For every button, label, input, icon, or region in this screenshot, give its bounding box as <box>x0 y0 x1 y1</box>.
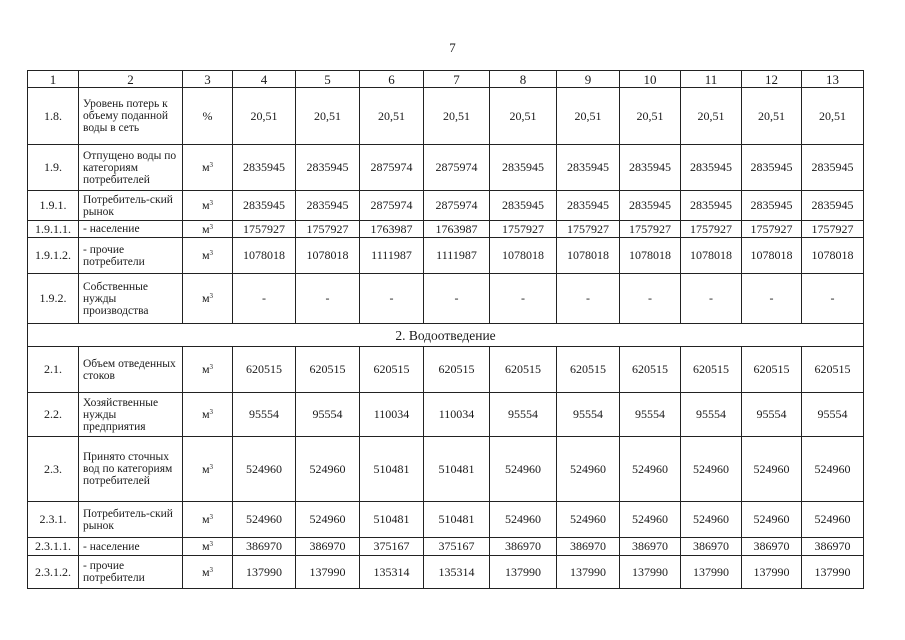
row-name: Хозяйственные нужды предприятия <box>79 393 183 437</box>
value-cell: 386970 <box>802 538 864 556</box>
value-cell: 1078018 <box>620 238 681 274</box>
unit-text: м <box>201 407 210 421</box>
table-row <box>28 238 864 274</box>
header-cell: 11 <box>681 71 742 88</box>
value-cell: - <box>802 274 864 324</box>
value-cell: 2875974 <box>424 191 490 221</box>
value-cell: 20,51 <box>490 88 557 145</box>
value-cell: 95554 <box>557 393 620 437</box>
row-code: 2.1. <box>28 347 79 393</box>
value-cell: 510481 <box>424 437 490 502</box>
header-cell: 13 <box>802 71 864 88</box>
value-cell: 2835945 <box>296 145 360 191</box>
value-cell: 524960 <box>681 437 742 502</box>
value-cell: - <box>233 274 296 324</box>
value-cell: 95554 <box>490 393 557 437</box>
row-name: Уровень потерь к объему поданной воды в сеть <box>79 88 183 145</box>
value-cell: - <box>424 274 490 324</box>
value-cell: 386970 <box>681 538 742 556</box>
value-cell: 2835945 <box>557 191 620 221</box>
value-cell: 95554 <box>296 393 360 437</box>
row-name: - прочие потребители <box>79 556 183 589</box>
table-row <box>28 556 864 589</box>
header-cell: 12 <box>742 71 802 88</box>
value-cell: - <box>681 274 742 324</box>
value-cell: 110034 <box>360 393 424 437</box>
unit-superscript: 3 <box>209 161 214 169</box>
unit-superscript: 3 <box>209 462 214 471</box>
header-cell: 2 <box>79 71 183 88</box>
value-cell: 137990 <box>296 556 360 589</box>
table-row <box>28 502 864 538</box>
unit-text: м <box>201 160 210 174</box>
row-code: 2.2. <box>28 393 79 437</box>
unit-text: м <box>201 461 210 476</box>
value-cell: 20,51 <box>742 88 802 145</box>
value-cell: 2835945 <box>233 191 296 221</box>
value-cell: 2875974 <box>360 145 424 191</box>
value-cell: 2835945 <box>490 191 557 221</box>
row-code: 1.9. <box>28 145 79 191</box>
unit-text: м <box>201 221 210 236</box>
value-cell: 137990 <box>742 556 802 589</box>
table-body <box>28 71 864 589</box>
value-cell: 524960 <box>742 502 802 538</box>
value-cell: 620515 <box>681 347 742 393</box>
header-cell: 1 <box>28 71 79 88</box>
value-cell: 95554 <box>742 393 802 437</box>
row-unit <box>183 274 233 324</box>
unit-superscript: 3 <box>209 565 214 574</box>
value-cell: 1078018 <box>490 238 557 274</box>
unit-superscript: 3 <box>209 408 214 416</box>
value-cell: 1757927 <box>681 221 742 238</box>
header-cell: 10 <box>620 71 681 88</box>
table-row <box>28 437 864 502</box>
table-row <box>28 145 864 191</box>
value-cell: 524960 <box>802 502 864 538</box>
row-name: Потребитель-ский рынок <box>79 191 183 221</box>
value-cell: 137990 <box>490 556 557 589</box>
value-cell: 2835945 <box>681 191 742 221</box>
row-unit <box>183 538 233 556</box>
value-cell: 20,51 <box>424 88 490 145</box>
value-cell: 524960 <box>620 437 681 502</box>
row-unit <box>183 502 233 538</box>
unit-text: м <box>201 362 210 376</box>
value-cell: 137990 <box>557 556 620 589</box>
value-cell: 1078018 <box>802 238 864 274</box>
value-cell: 510481 <box>360 502 424 538</box>
value-cell: 386970 <box>557 538 620 556</box>
value-cell: 2875974 <box>360 191 424 221</box>
value-cell: 524960 <box>296 437 360 502</box>
page-number: 7 <box>449 40 456 55</box>
row-name: - население <box>79 221 183 238</box>
unit-text: м <box>201 248 210 262</box>
row-code: 1.9.1. <box>28 191 79 221</box>
value-cell: 1078018 <box>742 238 802 274</box>
row-unit <box>183 347 233 393</box>
value-cell: 1111987 <box>360 238 424 274</box>
value-cell: 137990 <box>802 556 864 589</box>
value-cell: 1763987 <box>424 221 490 238</box>
value-cell: 524960 <box>681 502 742 538</box>
table-row <box>28 191 864 221</box>
value-cell: 2835945 <box>802 191 864 221</box>
value-cell: 1757927 <box>233 221 296 238</box>
value-cell: 137990 <box>233 556 296 589</box>
value-cell: 375167 <box>360 538 424 556</box>
value-cell: 620515 <box>424 347 490 393</box>
section-title: 2. Водоотведение <box>28 324 864 347</box>
value-cell: 135314 <box>360 556 424 589</box>
value-cell: - <box>296 274 360 324</box>
value-cell: 2835945 <box>557 145 620 191</box>
table-row <box>28 538 864 556</box>
value-cell: 2835945 <box>620 191 681 221</box>
unit-superscript: 3 <box>209 199 214 207</box>
row-name: Объем отведенных стоков <box>79 347 183 393</box>
value-cell: 386970 <box>742 538 802 556</box>
value-cell: - <box>557 274 620 324</box>
row-unit <box>183 238 233 274</box>
header-cell: 3 <box>183 71 233 88</box>
unit-superscript: 3 <box>209 513 214 521</box>
row-name: Потребитель-ский рынок <box>79 502 183 538</box>
value-cell: 2875974 <box>424 145 490 191</box>
unit-superscript: 3 <box>209 292 214 300</box>
header-cell: 6 <box>360 71 424 88</box>
header-cell: 4 <box>233 71 296 88</box>
value-cell: 2835945 <box>742 145 802 191</box>
value-cell: 1757927 <box>742 221 802 238</box>
value-cell: - <box>490 274 557 324</box>
row-unit <box>183 145 233 191</box>
value-cell: - <box>360 274 424 324</box>
header-cell: 9 <box>557 71 620 88</box>
value-cell: 524960 <box>296 502 360 538</box>
unit-text: % <box>202 108 213 123</box>
unit-superscript: 3 <box>209 249 214 257</box>
table-row <box>28 347 864 393</box>
value-cell: 510481 <box>360 437 424 502</box>
value-cell: 524960 <box>620 502 681 538</box>
value-cell: 20,51 <box>296 88 360 145</box>
value-cell: 20,51 <box>802 88 864 145</box>
value-cell: - <box>620 274 681 324</box>
row-unit <box>183 191 233 221</box>
row-code: 1.9.1.1. <box>28 221 79 238</box>
row-name: Отпущено воды по категориям потребителей <box>79 145 183 191</box>
table-row <box>28 221 864 238</box>
row-unit <box>183 556 233 589</box>
value-cell: 524960 <box>233 437 296 502</box>
value-cell: 524960 <box>742 437 802 502</box>
value-cell: 386970 <box>620 538 681 556</box>
value-cell: 95554 <box>802 393 864 437</box>
row-unit <box>183 393 233 437</box>
table-row <box>28 88 864 145</box>
row-name: Собственные нужды производства <box>79 274 183 324</box>
row-unit <box>183 437 233 502</box>
unit-text: м <box>201 512 210 526</box>
value-cell: 20,51 <box>557 88 620 145</box>
unit-superscript: 3 <box>209 222 214 231</box>
value-cell: 1111987 <box>424 238 490 274</box>
value-cell: 524960 <box>233 502 296 538</box>
row-unit <box>183 88 233 145</box>
value-cell: 1078018 <box>296 238 360 274</box>
value-cell: 20,51 <box>620 88 681 145</box>
header-cell: 5 <box>296 71 360 88</box>
value-cell: 2835945 <box>296 191 360 221</box>
unit-superscript: 3 <box>209 540 214 548</box>
header-cell: 8 <box>490 71 557 88</box>
value-cell: 1757927 <box>490 221 557 238</box>
value-cell: 1757927 <box>557 221 620 238</box>
value-cell: 2835945 <box>620 145 681 191</box>
row-name: Принято сточных вод по категориям потребителей <box>79 437 183 502</box>
value-cell: 20,51 <box>233 88 296 145</box>
value-cell: 375167 <box>424 538 490 556</box>
header-cell: 7 <box>424 71 490 88</box>
value-cell: 95554 <box>233 393 296 437</box>
unit-text: м <box>201 564 210 579</box>
row-name: - население <box>79 538 183 556</box>
value-cell: 386970 <box>233 538 296 556</box>
value-cell: 524960 <box>490 437 557 502</box>
value-cell: 510481 <box>424 502 490 538</box>
value-cell: 1078018 <box>233 238 296 274</box>
value-cell: 20,51 <box>360 88 424 145</box>
table-row <box>28 393 864 437</box>
value-cell: 386970 <box>490 538 557 556</box>
value-cell: 620515 <box>490 347 557 393</box>
value-cell: 620515 <box>620 347 681 393</box>
unit-text: м <box>201 198 210 212</box>
value-cell: 1078018 <box>681 238 742 274</box>
value-cell: 135314 <box>424 556 490 589</box>
header-row <box>28 71 864 88</box>
row-code: 2.3. <box>28 437 79 502</box>
row-name: - прочие потребители <box>79 238 183 274</box>
row-code: 1.9.1.2. <box>28 238 79 274</box>
value-cell: 2835945 <box>742 191 802 221</box>
row-code: 2.3.1. <box>28 502 79 538</box>
unit-text: м <box>201 291 210 305</box>
value-cell: - <box>742 274 802 324</box>
unit-superscript: 3 <box>209 363 214 371</box>
value-cell: 1757927 <box>296 221 360 238</box>
value-cell: 524960 <box>490 502 557 538</box>
value-cell: 386970 <box>296 538 360 556</box>
value-cell: 110034 <box>424 393 490 437</box>
value-cell: 524960 <box>557 502 620 538</box>
row-code: 1.8. <box>28 88 79 145</box>
value-cell: 620515 <box>802 347 864 393</box>
row-code: 2.3.1.2. <box>28 556 79 589</box>
value-cell: 524960 <box>557 437 620 502</box>
value-cell: 95554 <box>620 393 681 437</box>
value-cell: 137990 <box>681 556 742 589</box>
value-cell: 2835945 <box>490 145 557 191</box>
value-cell: 620515 <box>296 347 360 393</box>
value-cell: 1763987 <box>360 221 424 238</box>
row-code: 1.9.2. <box>28 274 79 324</box>
value-cell: 137990 <box>620 556 681 589</box>
value-cell: 1757927 <box>620 221 681 238</box>
table-row <box>28 274 864 324</box>
value-cell: 95554 <box>681 393 742 437</box>
value-cell: 20,51 <box>681 88 742 145</box>
value-cell: 620515 <box>557 347 620 393</box>
section-row <box>28 324 864 347</box>
value-cell: 620515 <box>742 347 802 393</box>
value-cell: 620515 <box>233 347 296 393</box>
value-cell: 1757927 <box>802 221 864 238</box>
unit-text: м <box>201 539 210 553</box>
value-cell: 2835945 <box>681 145 742 191</box>
value-cell: 2835945 <box>802 145 864 191</box>
data-table <box>27 70 864 589</box>
value-cell: 1078018 <box>557 238 620 274</box>
value-cell: 2835945 <box>233 145 296 191</box>
value-cell: 620515 <box>360 347 424 393</box>
value-cell: 524960 <box>802 437 864 502</box>
row-code: 2.3.1.1. <box>28 538 79 556</box>
row-unit <box>183 221 233 238</box>
